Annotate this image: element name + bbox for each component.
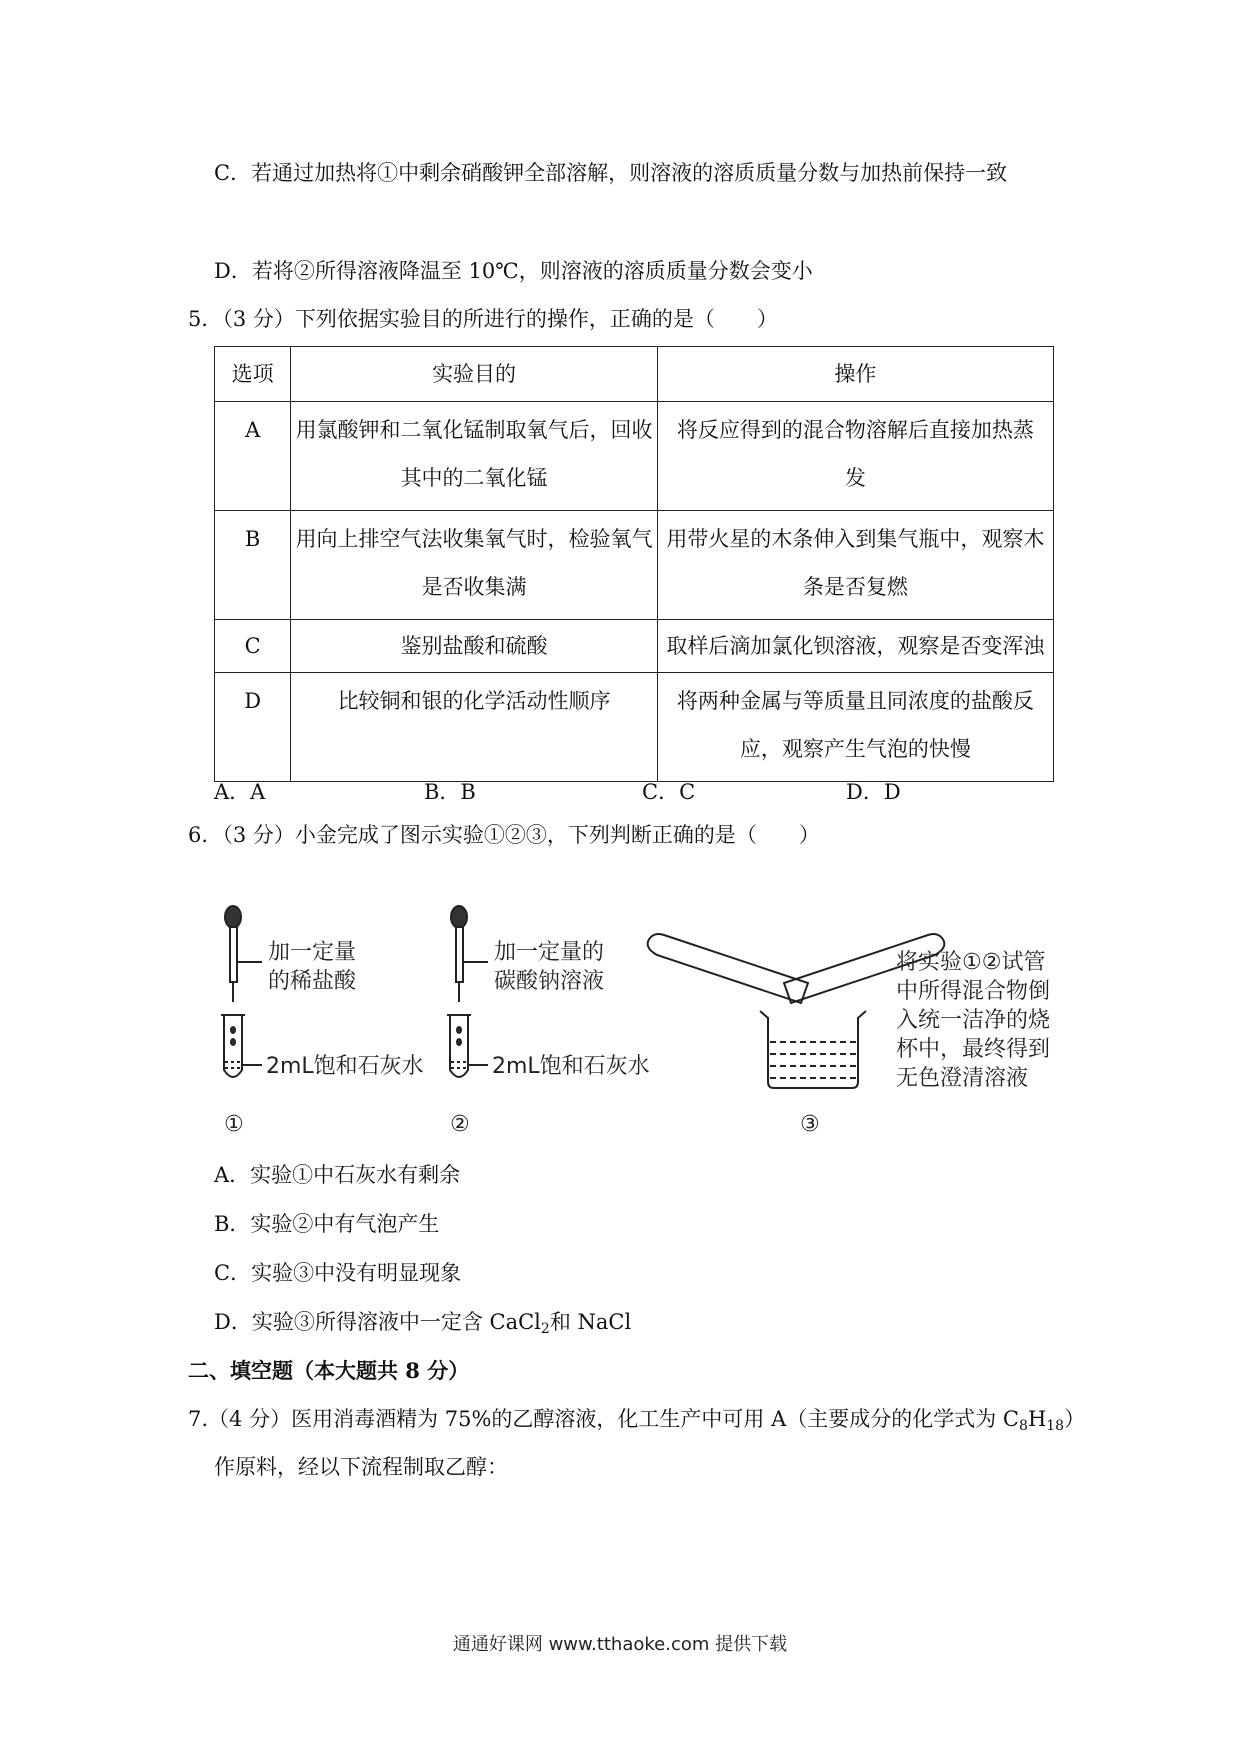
q7-line1-prefix: 7.（4 分）医用消毒酒精为 75%的乙醇溶液，化工生产中可用 A（主要成分的化学式为 C — [188, 1407, 1020, 1431]
q6-option-d-sub: 2 — [540, 1321, 550, 1337]
purpose-line: 用氯酸钾和二氧化锰制取氧气后，回收 — [295, 418, 653, 442]
q6-option-a: A．实验①中石灰水有剩余 — [214, 1163, 461, 1187]
row-purpose — [291, 620, 658, 673]
q5-choice-a: A．A — [214, 780, 266, 804]
q4-option-d: D．若将②所得溶液降温至 10℃，则溶液的溶质质量分数会变小 — [214, 259, 813, 283]
test-tube-2-icon — [447, 1015, 488, 1077]
purpose-line: 其中的二氧化锰 — [400, 466, 548, 490]
tilted-tube-left-icon — [648, 934, 808, 1003]
q6-figure — [200, 872, 1070, 1142]
q6-option-b: B．实验②中有气泡产生 — [214, 1212, 440, 1236]
q7-line1-suffix: ） — [1064, 1407, 1086, 1431]
q5-stem: 5．（3 分）下列依据实验目的所进行的操作，正确的是（ ） — [188, 307, 778, 331]
row-purpose — [291, 402, 658, 511]
row-purpose — [291, 673, 658, 782]
label3-line: 杯中，最终得到 — [896, 1037, 1051, 1062]
purpose-line: 比较铜和银的化学活动性顺序 — [337, 689, 611, 713]
q6-option-d — [214, 1307, 631, 1344]
q6-option-d-prefix: D．实验③所得溶液中一定含 CaCl — [214, 1310, 541, 1334]
q7-formula-sub2: 18 — [1046, 1418, 1065, 1434]
q6-option-d-suffix: 和 NaCl — [549, 1310, 632, 1334]
q5-choice-d: D．D — [846, 780, 901, 804]
label2-line1: 加一定量的 — [494, 940, 605, 965]
operation-line: 条是否复燃 — [802, 575, 908, 599]
operation-line: 用带火星的木条伸入到集气瓶中，观察木 — [666, 527, 1045, 551]
row-option: C — [215, 620, 291, 673]
operation-line: 将两种金属与等质量且同浓度的盐酸反 — [676, 689, 1034, 713]
label3-line: 入统一洁净的烧 — [896, 1008, 1051, 1033]
test-tube-1-icon — [221, 1015, 262, 1077]
figure-num-3: ③ — [800, 1112, 820, 1137]
table-row — [215, 620, 1054, 673]
figure-num-2: ② — [450, 1112, 470, 1137]
q7-line1 — [188, 1404, 1085, 1441]
label1-line2: 的稀盐酸 — [268, 969, 357, 994]
q7-formula-mid: H — [1027, 1407, 1047, 1431]
operation-line: 发 — [844, 466, 866, 490]
table-row — [215, 402, 1054, 511]
tube1-label: 2mL饱和石灰水 — [266, 1054, 424, 1079]
operation-line: 将反应得到的混合物溶解后直接加热蒸 — [676, 418, 1034, 442]
row-purpose — [291, 511, 658, 620]
operation-line: 取样后滴加氯化钡溶液，观察是否变浑浊 — [666, 634, 1045, 658]
label2-line2: 碳酸钠溶液 — [494, 969, 605, 994]
table-header-purpose: 实验目的 — [291, 347, 658, 402]
purpose-line: 鉴别盐酸和硫酸 — [400, 634, 548, 658]
row-operation — [657, 402, 1053, 511]
table-header-row — [215, 347, 1054, 402]
table-header-option: 选项 — [215, 347, 291, 402]
row-operation — [657, 673, 1053, 782]
q4-option-c: C．若通过加热将①中剩余硝酸钾全部溶解，则溶液的溶质质量分数与加热前保持一致 — [214, 161, 1008, 185]
purpose-line: 用向上排空气法收集氧气时，检验氧气 — [295, 527, 653, 551]
q7-line2: 作原料，经以下流程制取乙醇： — [214, 1455, 508, 1479]
label3-line: 将实验①②试管 — [896, 950, 1046, 975]
tube2-label: 2mL饱和石灰水 — [492, 1054, 650, 1079]
q7-formula-sub1: 8 — [1019, 1418, 1028, 1434]
row-option: A — [215, 402, 291, 511]
table-row — [215, 511, 1054, 620]
row-operation — [657, 620, 1053, 673]
operation-line: 应，观察产生气泡的快慢 — [739, 737, 971, 761]
label3-line: 无色澄清溶液 — [896, 1066, 1029, 1091]
page-footer: 通通好课网 www.tthaoke.com 提供下载 — [452, 1634, 788, 1655]
row-option: B — [215, 511, 291, 620]
table-row — [215, 673, 1054, 782]
beaker-icon — [760, 1011, 866, 1088]
q6-stem: 6．（3 分）小金完成了图示实验①②③，下列判断正确的是（ ） — [188, 823, 820, 847]
label1-line1: 加一定量 — [268, 940, 357, 965]
q6-option-c: C．实验③中没有明显现象 — [214, 1261, 462, 1285]
figure-num-1: ① — [224, 1112, 244, 1137]
section2-title: 二、填空题（本大题共 8 分） — [188, 1358, 470, 1383]
dropper-2-icon — [451, 906, 488, 1002]
purpose-line: 是否收集满 — [421, 575, 527, 599]
table-header-operation: 操作 — [657, 347, 1053, 402]
row-option: D — [215, 673, 291, 782]
dropper-1-icon — [225, 906, 262, 1002]
q5-choice-c: C．C — [642, 780, 696, 804]
row-operation — [657, 511, 1053, 620]
q5-choice-b: B．B — [424, 780, 476, 804]
label3-line: 中所得混合物倒 — [896, 979, 1051, 1004]
q5-table — [214, 346, 1054, 782]
